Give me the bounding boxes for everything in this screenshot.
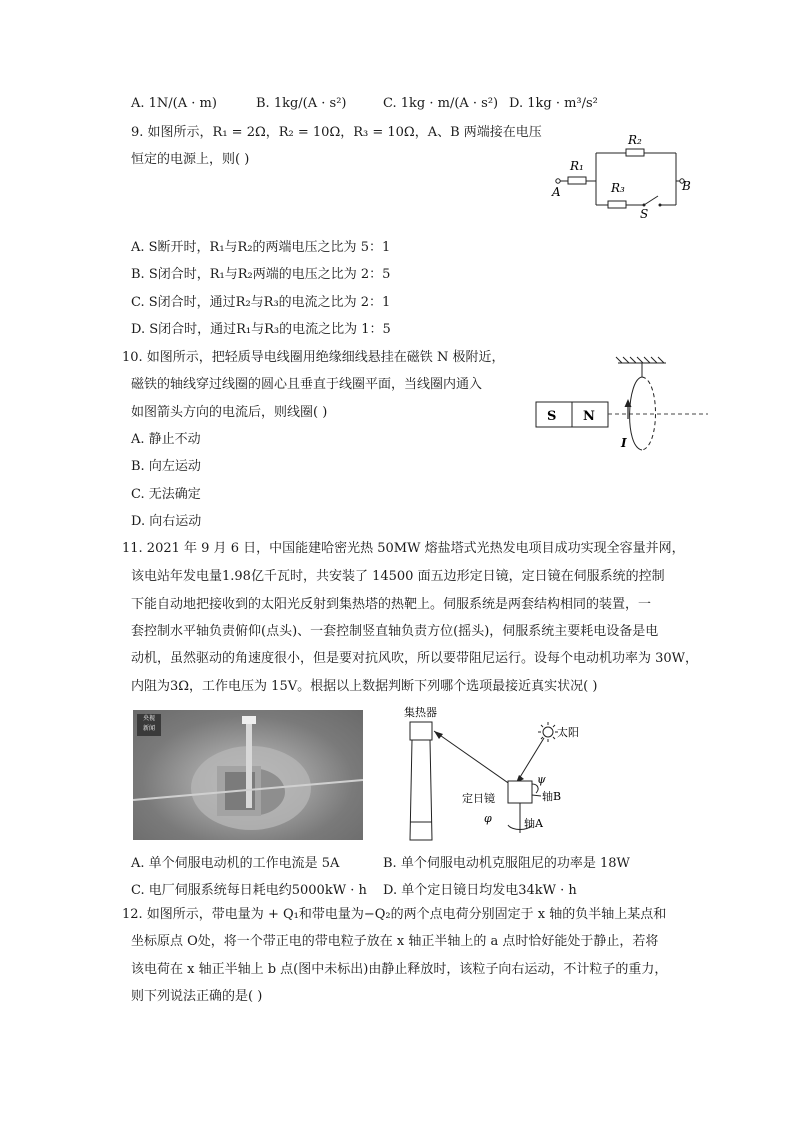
q8-option-d: D. 1kg · m³/s² — [509, 96, 598, 111]
q11-option-d: D. 单个定日镜日均发电34kW · h — [383, 883, 577, 898]
q11-axis-b-label: 轴B — [542, 790, 562, 803]
q11-heliostat-diagram — [398, 705, 598, 845]
q10-magnet-n-label: N — [583, 409, 595, 424]
q11-sun-label: 太阳 — [557, 726, 579, 739]
q9-option-a: A. S断开时，R₁与R₂的两端电压之比为 5：1 — [131, 240, 391, 255]
q9-label-b: B — [682, 179, 691, 193]
q10-magnet-coil-diagram — [532, 355, 712, 455]
q10-magnet-s-label: S — [547, 409, 557, 424]
q11-axis-a-label: 轴A — [524, 817, 543, 830]
q11-stem-line3: 下能自动地把接收到的太阳光反射到集热塔的热靶上。伺服系统是两套结构相同的装置，一 — [131, 597, 652, 612]
q11-stem-line1: 11. 2021 年 9 月 6 日，中国能建哈密光热 50MW 熔盐塔式光热发电项目成功实现全容量并网， — [122, 541, 685, 556]
q10-stem-line3: 如图箭头方向的电流后，则线圈( ) — [131, 405, 328, 420]
q11-option-b: B. 单个伺服电动机克服阻尼的功率是 18W — [383, 856, 630, 871]
q8-option-b: B. 1kg/(A · s²) — [256, 96, 347, 111]
q8-option-c: C. 1kg · m/(A · s²) — [383, 96, 499, 111]
q9-label-r1: R₁ — [570, 159, 584, 173]
q10-stem-line1: 10. 如图所示，把轻质导电线圈用绝缘细线悬挂在磁铁 N 极附近， — [122, 350, 505, 365]
q12-stem-line4: 则下列说法正确的是( ) — [131, 989, 263, 1004]
q10-current-label: I — [621, 436, 627, 450]
q12-stem-line3: 该电荷在 x 轴正半轴上 b 点(图中未标出)由静止释放时，该粒子向右运动，不计粒子的重力， — [131, 962, 668, 977]
q9-circuit-diagram — [548, 128, 708, 220]
q9-label-r2: R₂ — [628, 133, 642, 147]
q9-label-r3: R₃ — [611, 181, 625, 195]
q9-option-c: C. S闭合时，通过R₂与R₃的电流之比为 2：1 — [131, 295, 391, 310]
q10-option-a: A. 静止不动 — [131, 432, 201, 447]
q9-option-b: B. S闭合时，R₁与R₂两端的电压之比为 2：5 — [131, 267, 391, 282]
q9-stem-line1: 9. 如图所示，R₁ = 2Ω，R₂ = 10Ω，R₃ = 10Ω，A、B 两端接在电压 — [131, 125, 542, 140]
q11-collector-label: 集热器 — [404, 706, 437, 719]
q11-heliostat-label: 定日镜 — [462, 792, 495, 805]
q11-option-c: C. 电厂伺服系统每日耗电约5000kW · h — [131, 883, 367, 898]
q9-label-a: A — [552, 185, 561, 199]
q9-option-d: D. S闭合时，通过R₁与R₃的电流之比为 1：5 — [131, 322, 391, 337]
q10-option-b: B. 向左运动 — [131, 459, 201, 474]
q12-stem-line2: 坐标原点 O处，将一个带正电的带电粒子放在 x 轴正半轴上的 a 点时恰好能处于静止，若将 — [131, 934, 659, 949]
q11-solar-plant-photo — [133, 710, 363, 840]
q11-option-a: A. 单个伺服电动机的工作电流是 5A — [131, 856, 340, 871]
q11-stem-line5: 动机，虽然驱动的角速度很小，但是要对抗风吹，所以要带阻尼运行。设每个电动机功率为 30W， — [131, 651, 699, 666]
q9-stem-line2: 恒定的电源上，则( ) — [131, 152, 250, 167]
q9-label-s: S — [640, 207, 649, 220]
q10-option-d: D. 向右运动 — [131, 514, 202, 529]
q8-option-a: A. 1N/(A · m) — [131, 96, 217, 111]
q10-stem-line2: 磁铁的轴线穿过线圈的圆心且垂直于线圈平面，当线圈内通入 — [131, 377, 483, 392]
q11-photo-badge: 央视 新闻 — [137, 714, 161, 736]
q11-phi-label: φ — [484, 812, 492, 825]
q11-stem-line2: 该电站年发电量1.98亿千瓦时，共安装了 14500 面五边形定日镜，定日镜在伺服系统的控制 — [131, 569, 665, 584]
q11-stem-line6: 内阻为3Ω，工作电压为 15V。根据以上数据判断下列哪个选项最接近真实状况( ) — [131, 679, 598, 694]
q10-option-c: C. 无法确定 — [131, 487, 201, 502]
q12-stem-line1: 12. 如图所示，带电量为 + Q₁和带电量为−Q₂的两个点电荷分别固定于 x 轴的负半轴上某点和 — [122, 907, 667, 922]
q11-stem-line4: 套控制水平轴负责俯仰(点头)、一套控制竖直轴负责方位(摇头)，伺服系统主要耗电设备是电 — [131, 624, 659, 639]
q11-psi-label: ψ — [537, 773, 546, 786]
